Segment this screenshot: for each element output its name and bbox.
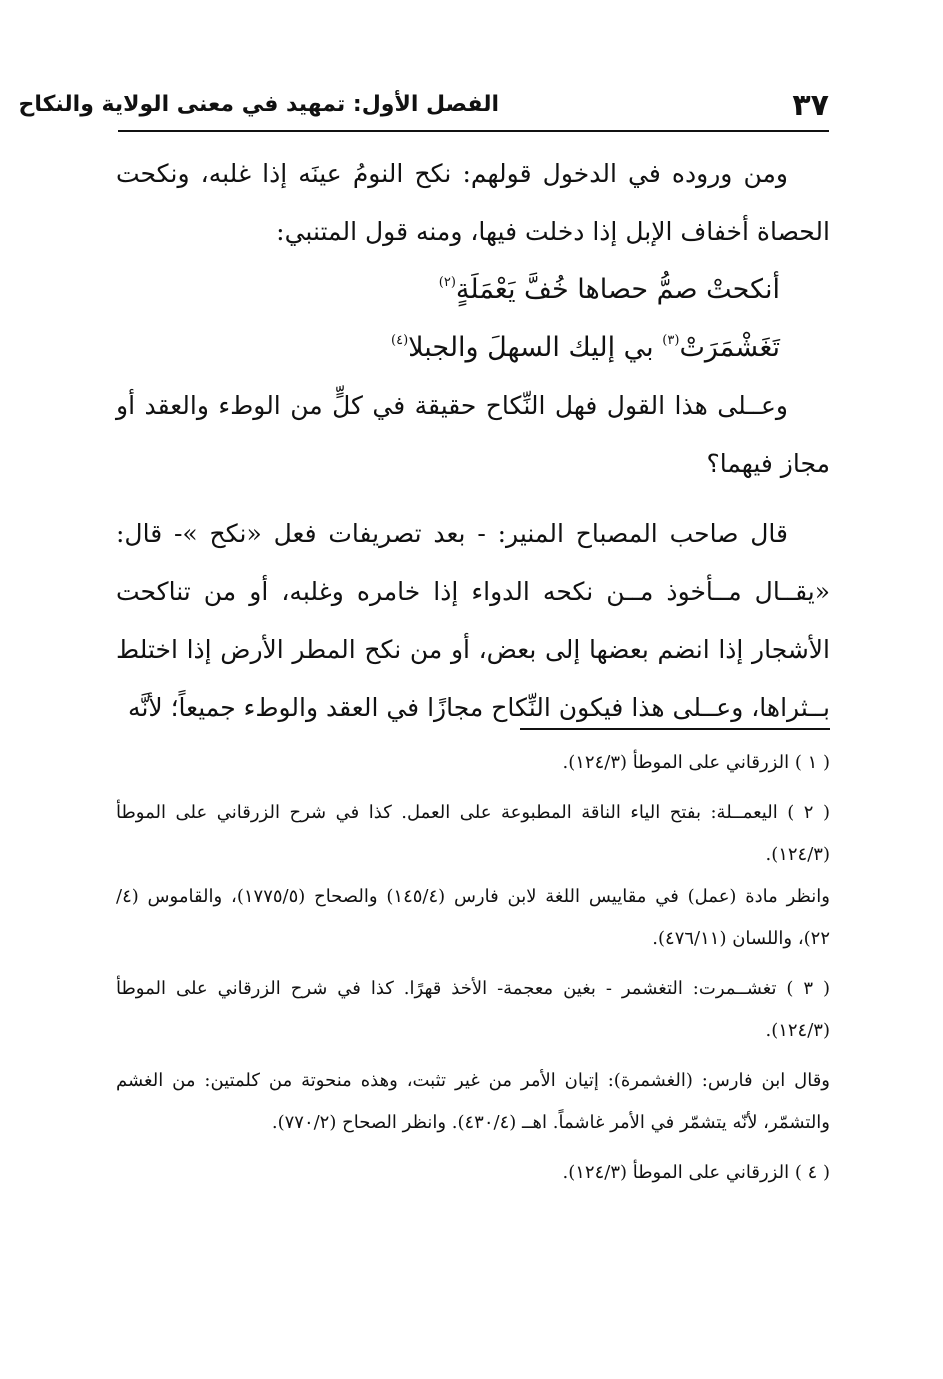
- page-header: [18, 88, 829, 132]
- footnote-2: ( ٢ ) اليعمــلة: بفتح الياء الناقة المطبوعة على العمل. كذا في شرح الزرقاني على الموطأ (١٢٤/٣).: [116, 802, 830, 865]
- footnotes: [116, 742, 830, 1194]
- footnote-4: ( ٤ ) الزرقاني على الموطأ (١٢٤/٣).: [562, 1162, 830, 1183]
- footnote-marker-2: (٢): [438, 275, 456, 290]
- footnote-3: ( ٣ ) تغشــمرت: التغشمر - بغين معجمة- الأخذ قهرًا. كذا في شرح الزرقاني على الموطأ (١٢٤/٣).: [116, 978, 830, 1041]
- page-number: ٣٧: [792, 88, 829, 123]
- verse-line-1: [116, 261, 830, 319]
- paragraph-gap: [116, 493, 830, 505]
- verse-line-2-text: بي إليك السهلَ والجبلا: [408, 332, 654, 363]
- footnote-3-continued: وقال ابن فارس: (الغشمرة): إتيان الأمر من غير تثبت، وهذه منحوتة من كلمتين: من الغشم والتشمّر، لأنّه يتشمّر في الأمر غاشماً. اهــ (٤٣٠/٤). وانظر الصحاح (٧٧٠/٢).: [116, 1070, 830, 1133]
- paragraph-1: ومن وروده في الدخول قولهم: نكح النومُ عينَه إذا غلبه، ونكحت الحصاة أخفاف الإبل إذا دخلت فيها، ومنه قول المتنبي:: [116, 159, 830, 246]
- verse-line-1-text: أنكحتْ صمُّ حصاها خُفَّ يَعْمَلَةٍ: [455, 274, 780, 305]
- main-text: [116, 145, 830, 737]
- verse-line-2: [116, 319, 830, 377]
- paragraph-2: وعــلى هذا القول فهل النِّكاح حقيقة في كلٍّ من الوطء والعقد أو مجاز فيهما؟: [116, 391, 830, 478]
- footnote-marker-4: (٤): [391, 333, 409, 348]
- footnote-2-continued: وانظر مادة (عمل) في مقاييس اللغة لابن فارس (١٤٥/٤) والصحاح (١٧٧٥/٥)، والقاموس (٤/ ٢٢)، واللسان (٤٧٦/١١).: [116, 886, 830, 949]
- paragraph-3: قال صاحب المصباح المنير: - بعد تصريفات فعل «نكح »- قال: «يقــال مــأخوذ مــن نكحه الدواء إذا خامره وغلبه، أو من تناكحت الأشجار إذا انضم بعضها إلى بعض، أو من نكح المطر الأرض إذا اختلط بــثراها، وعــلى هذا فيكون النِّكاح مجازًا في العقد والوطء جميعاً؛ لأنَّه: [116, 519, 830, 722]
- footnote-separator: [520, 728, 830, 730]
- running-header-title: الفصل الأول: تمهيد في معنى الولاية والنكاح: [18, 92, 499, 117]
- header-rule: [118, 130, 829, 132]
- verse-line-2-word: تَغَشْمَرَتْ: [679, 332, 780, 363]
- footnote-marker-3: (٣): [662, 333, 680, 348]
- footnote-1: ( ١ ) الزرقاني على الموطأ (١٢٤/٣).: [562, 752, 830, 773]
